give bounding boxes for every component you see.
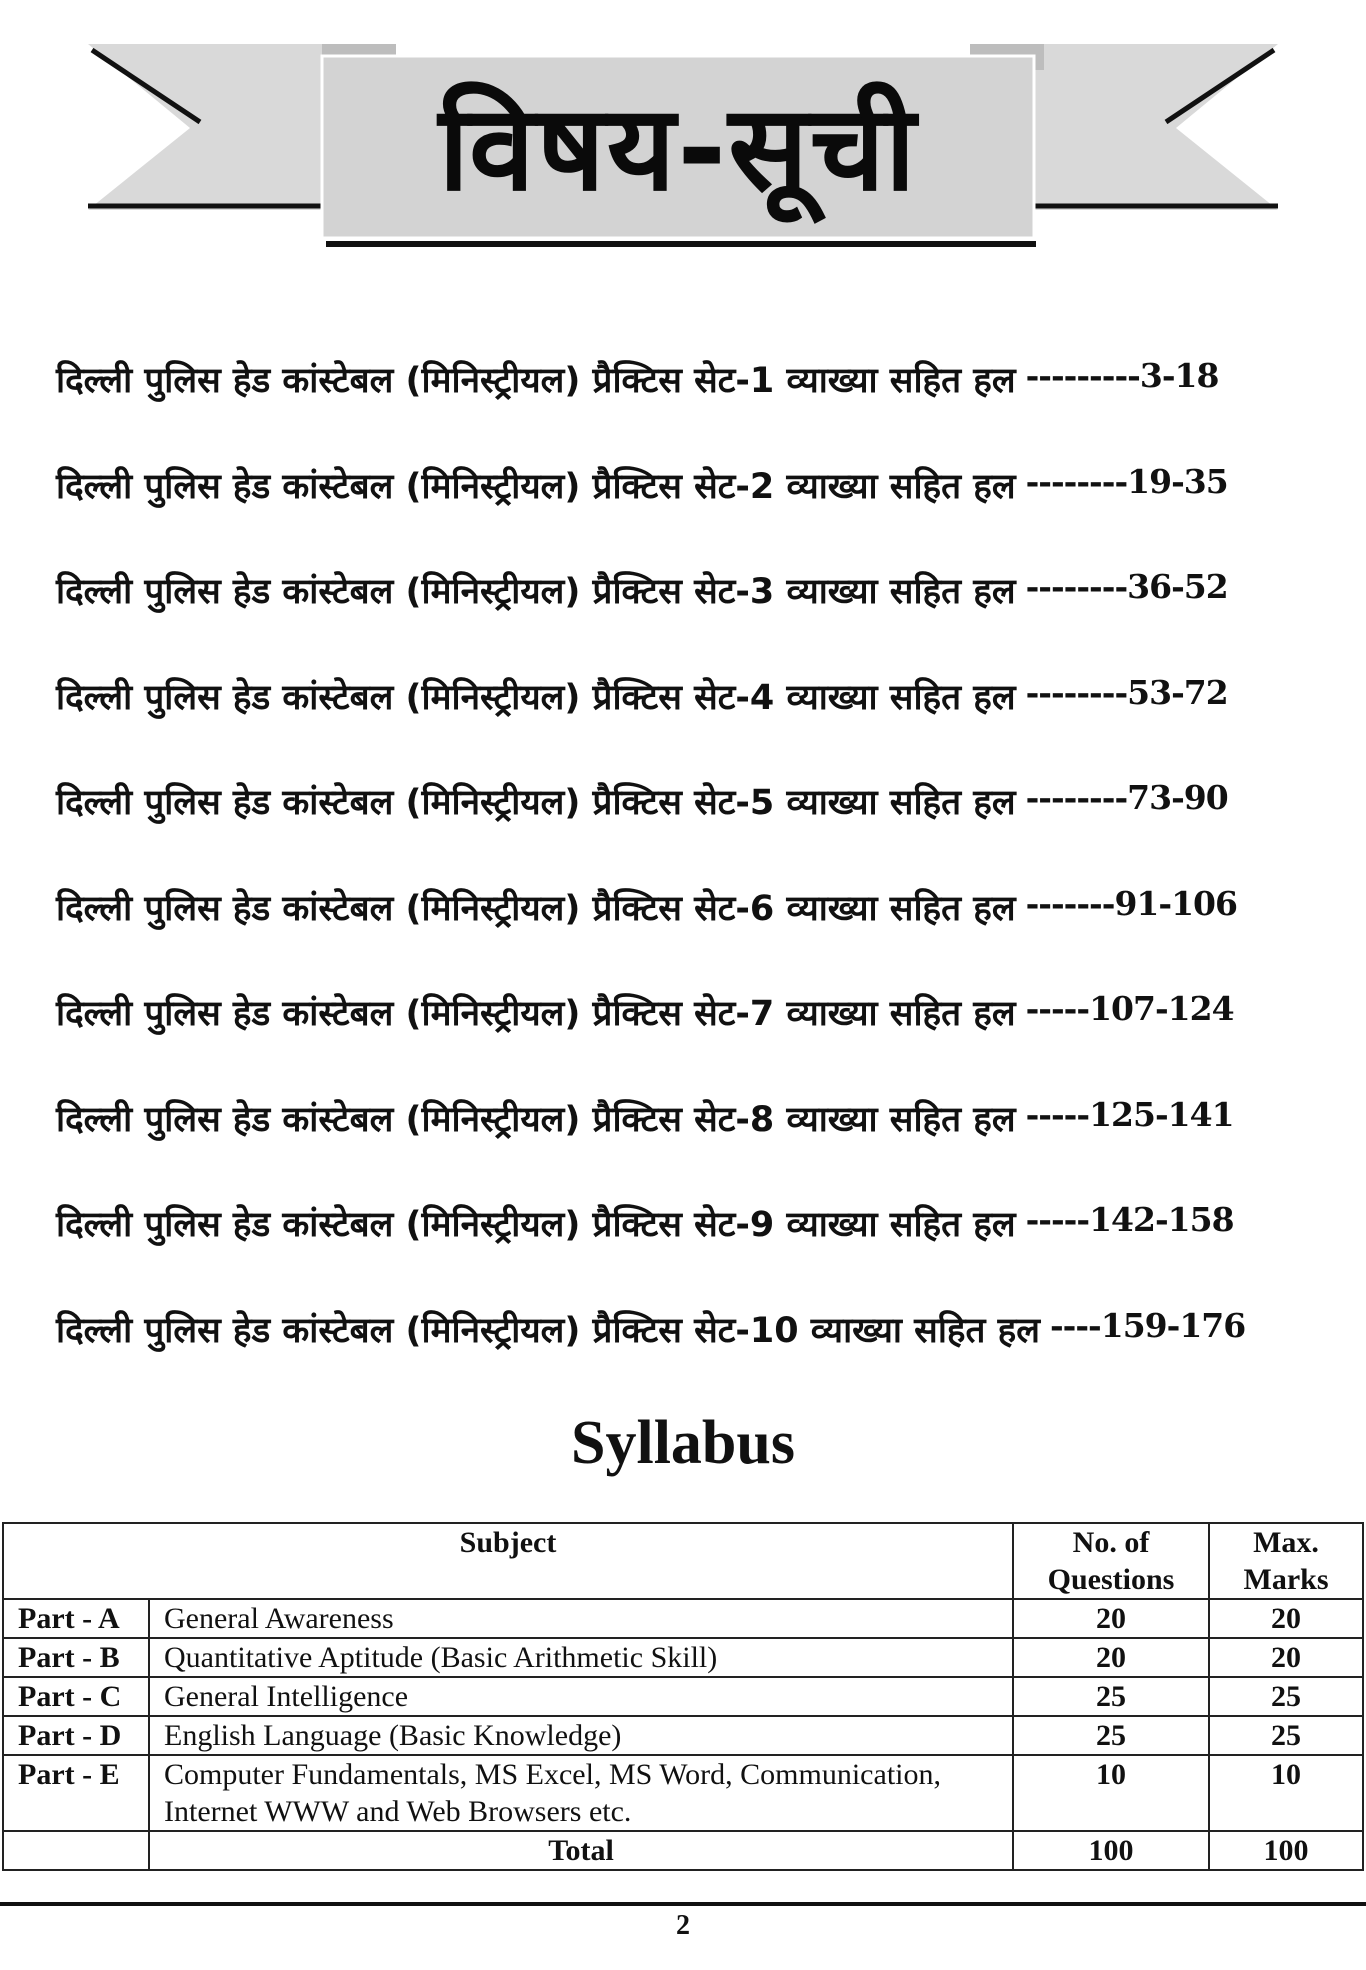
toc-entry-leader: ----: [1049, 1305, 1101, 1345]
toc-entry-pages: 53-72: [1127, 672, 1228, 712]
questions-header: [1013, 1523, 1209, 1599]
toc-entry: [56, 1306, 1352, 1412]
total-marks: 100: [1209, 1831, 1363, 1870]
toc-entry-title: दिल्ली पुलिस हेड कांस्टेबल (मिनिस्ट्रीयल) प्रैक्टिस सेट-2 व्याख्या सहित हल: [56, 466, 1016, 507]
part-label: Part - B: [3, 1638, 149, 1677]
toc-entry: [56, 567, 1352, 673]
total-questions: 100: [1013, 1831, 1209, 1870]
total-row: [3, 1831, 1363, 1870]
subject-cell: English Language (Basic Knowledge): [149, 1716, 1013, 1755]
footer-divider: [0, 1902, 1366, 1906]
marks-cell: 25: [1209, 1677, 1363, 1716]
table-row: [3, 1599, 1363, 1638]
toc-entry-leader: --------: [1025, 567, 1128, 606]
questions-cell: 25: [1013, 1677, 1209, 1716]
subject-line1: Computer Fundamentals, MS Excel, MS Word, Communication,: [164, 1758, 941, 1791]
marks-cell: 25: [1209, 1716, 1363, 1755]
toc-entry-leader: --------: [1025, 672, 1128, 712]
questions-header-line2: Questions: [1047, 1563, 1175, 1596]
title-banner: [0, 0, 1366, 270]
toc-entry-pages: 36-52: [1127, 567, 1228, 606]
toc-entry-leader: --------: [1025, 461, 1128, 501]
toc-entry: [56, 884, 1352, 990]
toc-entry-pages: 91-106: [1114, 883, 1237, 923]
toc-entry: [56, 1095, 1352, 1201]
questions-cell: 25: [1013, 1716, 1209, 1755]
toc-entry-pages: 159-176: [1100, 1305, 1246, 1345]
table-row: [3, 1755, 1363, 1831]
toc-entry: [56, 989, 1352, 1095]
subject-line2: Internet WWW and Web Browsers etc.: [164, 1795, 632, 1828]
toc-entry: [56, 673, 1352, 779]
table-row: [3, 1677, 1363, 1716]
table-header-row: [3, 1523, 1363, 1599]
toc-entry: [56, 778, 1352, 884]
toc-entry-leader: ---------: [1025, 356, 1140, 395]
table-row: [3, 1716, 1363, 1755]
page-title: विषय-सूची: [438, 78, 918, 217]
toc-entry-leader: --------: [1025, 778, 1128, 817]
toc-entry-title: दिल्ली पुलिस हेड कांस्टेबल (मिनिस्ट्रीयल) प्रैक्टिस सेट-5 व्याख्या सहित हल: [56, 783, 1016, 823]
toc-entry: [56, 462, 1352, 568]
part-label: Part - C: [3, 1677, 149, 1716]
toc-entry-leader: -----: [1025, 989, 1090, 1028]
subject-cell: Quantitative Aptitude (Basic Arithmetic Skill): [149, 1638, 1013, 1677]
marks-cell: 20: [1209, 1599, 1363, 1638]
questions-header-line1: No. of: [1072, 1526, 1150, 1559]
marks-header-line2: Marks: [1243, 1563, 1329, 1596]
marks-cell: 10: [1209, 1755, 1363, 1831]
marks-cell: 20: [1209, 1638, 1363, 1677]
part-label: Part - A: [3, 1599, 149, 1638]
toc-entry-pages: 19-35: [1127, 461, 1228, 501]
subject-cell: [149, 1755, 1013, 1831]
toc-entry-leader: -----: [1025, 1200, 1090, 1239]
subject-cell: General Awareness: [149, 1599, 1013, 1638]
toc-entry-pages: 3-18: [1139, 356, 1219, 395]
table-row: [3, 1638, 1363, 1677]
total-label: Total: [149, 1831, 1013, 1870]
marks-header-line1: Max.: [1253, 1526, 1319, 1559]
toc-entry-title: दिल्ली पुलिस हेड कांस्टेबल (मिनिस्ट्रीयल) प्रैक्टिस सेट-7 व्याख्या सहित हल: [56, 994, 1016, 1034]
page-number: 2: [676, 1910, 690, 1941]
toc-entry-leader: -----: [1025, 1094, 1090, 1134]
toc-entry: [56, 1200, 1352, 1306]
toc-entry-pages: 142-158: [1089, 1200, 1234, 1239]
marks-header: [1209, 1523, 1363, 1599]
syllabus-table: [2, 1522, 1364, 1871]
toc-entry-title: दिल्ली पुलिस हेड कांस्टेबल (मिनिस्ट्रीयल) प्रैक्टिस सेट-9 व्याख्या सहित हल: [56, 1205, 1016, 1245]
subject-header: Subject: [3, 1523, 1013, 1599]
part-label: Part - D: [3, 1716, 149, 1755]
toc-entry: [56, 356, 1352, 462]
part-label: Part - E: [3, 1755, 149, 1831]
toc-entry-title: दिल्ली पुलिस हेड कांस्टेबल (मिनिस्ट्रीयल) प्रैक्टिस सेट-3 व्याख्या सहित हल: [56, 572, 1016, 612]
toc-entry-title: दिल्ली पुलिस हेड कांस्टेबल (मिनिस्ट्रीयल) प्रैक्टिस सेट-8 व्याख्या सहित हल: [56, 1099, 1016, 1140]
questions-cell: 10: [1013, 1755, 1209, 1831]
toc-entry-title: दिल्ली पुलिस हेड कांस्टेबल (मिनिस्ट्रीयल) प्रैक्टिस सेट-4 व्याख्या सहित हल: [56, 677, 1016, 718]
empty-cell: [3, 1831, 149, 1870]
toc-entry-pages: 107-124: [1089, 989, 1234, 1028]
toc-entry-title: दिल्ली पुलिस हेड कांस्टेबल (मिनिस्ट्रीयल) प्रैक्टिस सेट-10 व्याख्या सहित हल: [56, 1310, 1040, 1351]
toc-entry-title: दिल्ली पुलिस हेड कांस्टेबल (मिनिस्ट्रीयल) प्रैक्टिस सेट-1 व्याख्या सहित हल: [56, 361, 1016, 401]
toc-entry-leader: -------: [1025, 883, 1115, 923]
table-of-contents: [56, 356, 1352, 1411]
questions-cell: 20: [1013, 1599, 1209, 1638]
toc-entry-title: दिल्ली पुलिस हेड कांस्टेबल (मिनिस्ट्रीयल) प्रैक्टिस सेट-6 व्याख्या सहित हल: [56, 888, 1016, 929]
toc-entry-pages: 125-141: [1089, 1094, 1234, 1134]
syllabus-heading: Syllabus: [570, 1409, 796, 1477]
toc-entry-pages: 73-90: [1127, 778, 1228, 817]
questions-cell: 20: [1013, 1638, 1209, 1677]
subject-cell: General Intelligence: [149, 1677, 1013, 1716]
